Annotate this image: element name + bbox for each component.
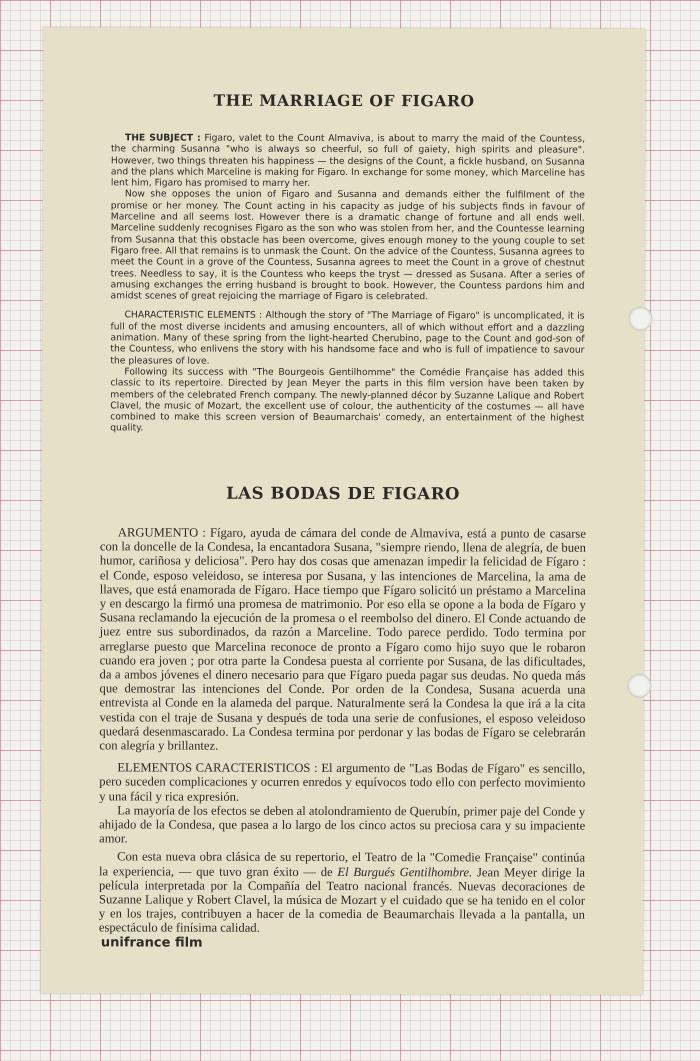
argumento-text: Fígaro, ayuda de cámara del conde de Almaviva, está a punto de casarse con la doncelle de la Condesa, la encantadora Susana, "siempre riendo, llena de alegría, de buen humor, cariñosa y deliciosa". Pero hay dos cosas que amenazan impedir la felicidad de Fígaro : el Conde, esposo veleidoso, se interesa por Susana, y las intenciones de Marcelina, la ama de llaves, que está enamorada de Fígaro. Hace tiempo que Fígaro solicitó un préstamo a Marcelina y en descargo la firmó una promesa de matrimonio. Por eso ella se opone a la boda de Fígaro y Susana reclamando la ejecución de la promesa o el reembolso del dinero. El Conde actuando de juez entre sus subordinados, da razón a Marceline. Todo parece perdido. Todo termina por arreglarse puesto que Marcelina reconoce de pronto a Fígaro como hijo suyo que le robaron cuando era joven ; por otra parte la Condesa puesta al corriente por Susana, de las dificultades, da a ambos jóvenes el dinero necesario para que Fígaro pueda pagar sus deudas. No queda más que demostrar las intenciones del Conde. Por orden de la Condesa, Susana acuerda una entrevista al Conde en la alameda del parque. Naturalmente será la Condesa la que irá a la cita vestida con el traje de Susana y después de toda una serie de confusiones, el esposo veleidoso quedará desenmascarado. La Condesa termina por perdonar y las bodas de Fígaro se celebrarán con alegría y brillantez. xyxy=(99,525,586,753)
elementos-paragraph-2: La mayoría de los efectos se deben al atolondramiento de Querubín, primer paje del Conde y ahijado de la Condesa, que pasea a lo largo de los cinco actos su preciosa cara y su impaciente amor. xyxy=(99,803,586,846)
elementos-text-3b: Jean Meyer dirige la película interpretada por la Compañía del Teatro nacional francés. Nuevas decoraciones de Suzanne Lalique y Robert Clavel, la música de Mozart y el cuidado que se ha tenido en el color y en los trajes, contribuyen a hacer de la comedia de Beaumarchais llevada a la pantalla, un espectáculo de finísima calidad. xyxy=(98,865,586,936)
document-sheet xyxy=(41,27,646,995)
subject-text: Figaro, valet to the Count Almaviva, is about to marry the maid of the Countess, the charming Susanna "who is always so cheerful, so full of gaiety, high spirits and pleasure". However, two things threaten his happiness — the designs of the Count, a fickle husband, on Susanna and the plans which Marceline is making for Figaro. In exchange for some money, which Marceline has lent him, Figaro has promised to marry her. xyxy=(110,132,586,190)
elementos-text: El argumento de "Las Bodas de Fígaro" es sencillo, pero suceden complicaciones y ocurren enredos y equívocos todo ello con perfecto movimiento y una fácil y rica expresión. xyxy=(99,761,586,804)
spanish-section xyxy=(99,525,586,936)
elementos-paragraph-3 xyxy=(99,850,585,936)
english-section xyxy=(110,132,585,435)
elementos-label: ELEMENTOS CARACTERISTICOS : xyxy=(117,760,318,776)
subject-paragraph-2: Now she opposes the union of Figaro and Susanna and demands either the fulfilment of the promise or her money. The Count acting in his capacity as judge of his subjects finds in favour of Marceline and all seems lost. However there is a dramatic change of fortune and all ends well. Marceline suddenly recognises Figaro as the son who was stolen from her, and the Countesse learning from Susanna that this obstacle has been overcome, gives enough money to the young couple to set Figaro free. All that remains is to unmask the Count. On the advice of the Countess, Susanna agrees to meet the Count in a grove of the Countess, Susanna agrees to meet the Count in a grove of chestnut trees. Needless to say, it is the Countess who keeps the tryst — dressed as Susana. After a series of amusing exchanges the erring husband is brought to book. However, the Countess pardons him and amidst scenes of great rejoicing the marriage of Figaro is celebrated. xyxy=(110,188,585,303)
elements-paragraph xyxy=(110,310,584,368)
elements-label: CHARACTERISTIC ELEMENTS : xyxy=(124,309,263,322)
elements-text: Although the story of "The Marriage of Figaro" is uncomplicated, it is full of the most diverse incidents and amusing encounters, all of which without effort and a dazzling animation. Many of these spring from the light-hearted Cherubino, page to the Count and god-son of the Countess, who enlivens the story with his handsome face and who is full of impatience to savour the pleasures of love. xyxy=(110,310,585,367)
argumento-paragraph xyxy=(99,525,586,754)
subject-label: THE SUBJECT : xyxy=(124,132,201,144)
elementos-text-3-italic: El Burgués Gentilhombre. xyxy=(337,864,473,880)
subject-paragraph xyxy=(111,132,585,190)
punch-hole-bottom xyxy=(628,674,652,698)
punch-hole-top xyxy=(628,307,652,331)
argumento-label: ARGUMENTO : xyxy=(117,525,206,540)
title-english: THE MARRIAGE OF FIGARO xyxy=(213,90,475,111)
elements-paragraph-2: Following its success with "The Bourgeois Gentilhomme" the Comédie Française has added this classic to its repertoire. Directed by Jean Meyer the parts in this film version have been taken by members of the celebrated French company. The newly-planned décor by Suzanne Lalique and Robert Clavel, the music of Mozart, the excellent use of colour, the authenticity of the costumes — all have combined to make this screen version of Beaumarchais' comedy, an entertainment of the highest quality. xyxy=(110,366,585,434)
brand-logo-text: unifrance film xyxy=(100,935,203,951)
elementos-paragraph xyxy=(99,761,585,805)
title-spanish: LAS BODAS DE FIGARO xyxy=(226,483,461,504)
elementos-text-3a: Con esta nueva obra clásica de su repertorio, el Teatro de la "Comedie Française" continúa la experiencia, — que tuvo gran éxito — de xyxy=(99,849,586,879)
